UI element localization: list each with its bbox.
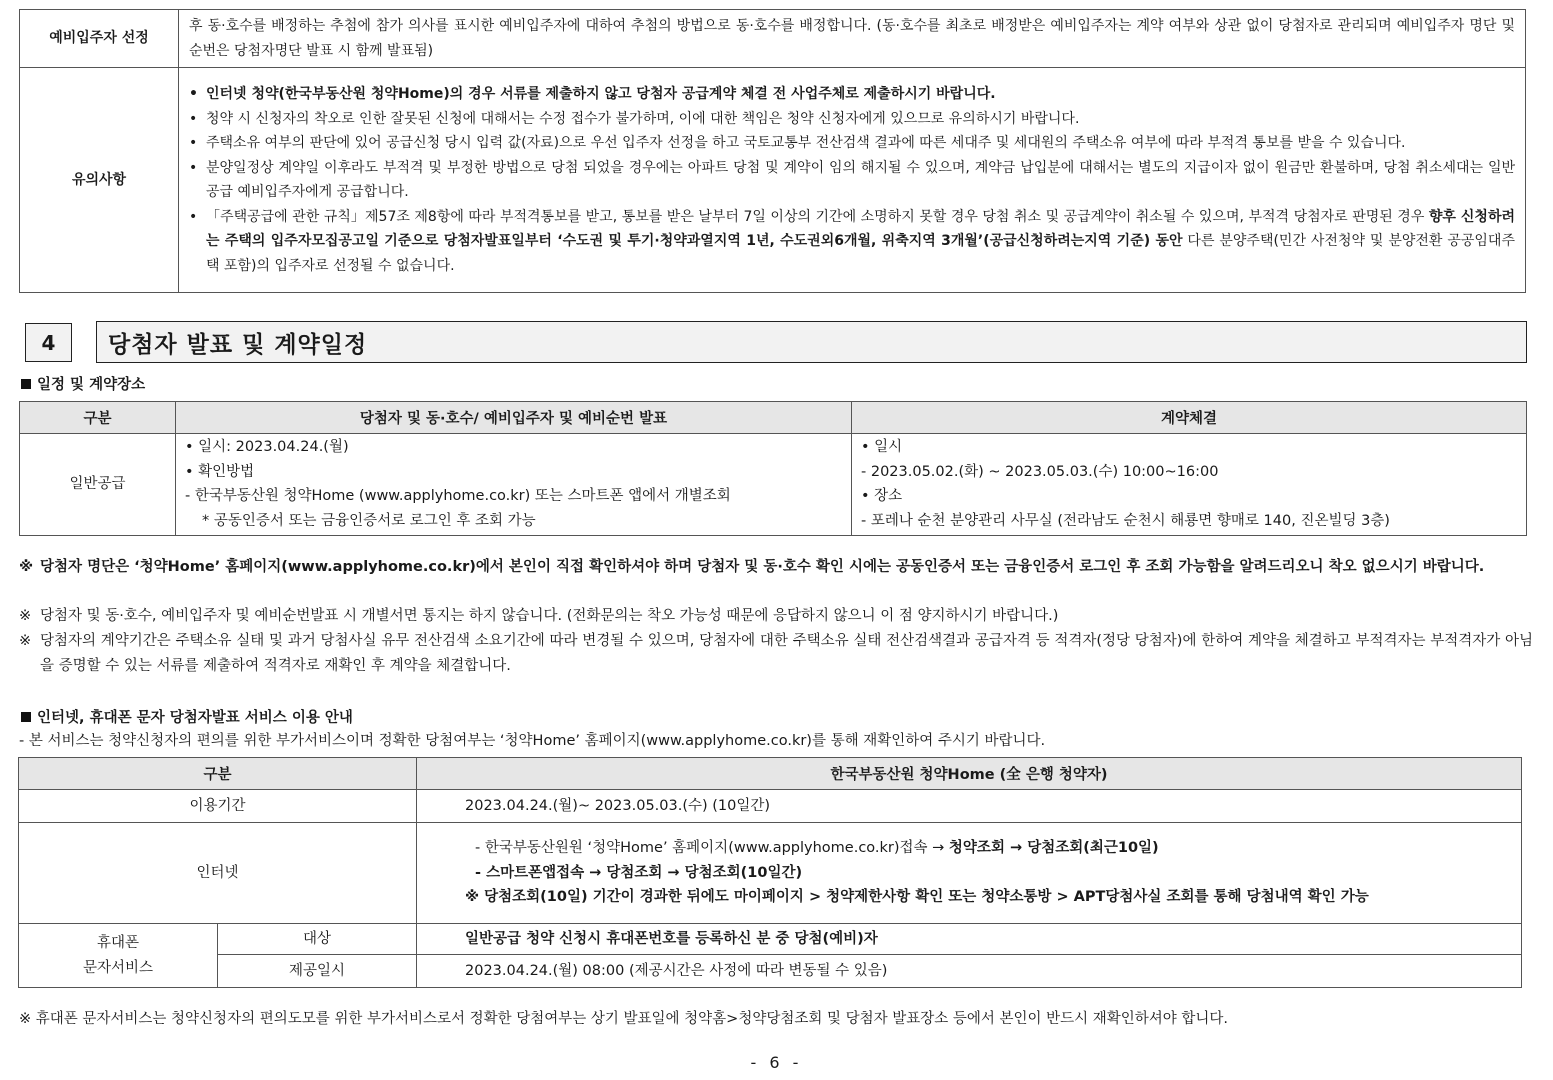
- row-label-caution: 유의사항: [20, 68, 179, 293]
- announce-cell: [176, 434, 852, 536]
- caution-item: • 「주택공급에 관한 규칙」제57조 제8항에 따라 부적격통보를 받고, 통보를 받은 날부터 7일 이상의 기간에 소명하지 못할 경우 당첨 취소 및 공급계약이 취소될 수 있으며, 부적격 당첨자로 판명된 경우 향후 신청하려는 주택의 입주자모집공고일 기준으로 당첨자발표일부터 ‘수도권 및 투기·청약과열지역 1년, 수도권외6개월, 위축지역 3개월’(공급신청하려는지역 기준) 동안 다른 분양주택(민간 사전청약 및 분양전환 공공임대주택 포함)의 입주자로 선정될 수 없습니다.: [189, 208, 1515, 274]
- row-label-reserve: 예비입주자 선정: [20, 10, 179, 68]
- internet-line: - 스마트폰앱접속 → 당첨조회 → 당첨조회(10일간): [475, 864, 803, 881]
- period-value: 2023.04.24.(월)~ 2023.05.03.(수) (10일간): [417, 790, 1522, 823]
- col-header: 구분: [19, 758, 417, 790]
- period-label: 이용기간: [19, 790, 417, 823]
- mobile-label-line: 문자서비스: [82, 959, 154, 976]
- caution-item: • 청약 시 신청자의 착오로 인한 잘못된 신청에 대해서는 수정 접수가 불가하며, 이에 대한 책임은 청약 신청자에게 있으므로 유의하시기 바랍니다.: [189, 110, 1080, 127]
- service-table: [18, 757, 1522, 988]
- caution-item: • 분양일정상 계약일 이후라도 부적격 및 부정한 방법으로 당첨 되었을 경우에는 아파트 당첨 및 계약이 임의 해지될 수 있으며, 계약금 납입분에 대해서는 별도의 지급이자 없이 원금만 환불하며, 당첨 취소세대는 일반공급 예비입주자에게 공급합니다.: [189, 159, 1515, 200]
- service-heading: [21, 706, 353, 727]
- col-header: 당첨자 및 동·호수/ 예비입주자 및 예비순번 발표: [176, 402, 852, 434]
- caution-text: 청약 시 신청자의 착오로 인한 잘못된 신청에 대해서는 수정 접수가 불가하며, 이에 대한 책임은 청약 신청자에게 있으므로 유의하시기 바랍니다.: [206, 110, 1080, 127]
- internet-label: 인터넷: [19, 823, 417, 924]
- caution-text: 다른 분양주택(민간 사전청약 및 분양전환 공공임대주택 포함)의 입주자로 선정될 수 없습니다.: [206, 233, 1515, 274]
- announce-line: - 한국부동산원 청약Home (www.applyhome.co.kr) 또는 스마트폰 앱에서 개별조회: [185, 488, 731, 504]
- announce-line: * 공동인증서 또는 금융인증서로 로그인 후 조회 가능: [202, 512, 536, 529]
- notice-table: [19, 9, 1526, 293]
- contract-cell: [852, 434, 1527, 536]
- footer-note: ※ 휴대폰 문자서비스는 청약신청자의 편의도모를 위한 부가서비스로서 정확한 당첨여부는 상기 발표일에 청약홈>청약당첨조회 및 당첨자 발표장소 등에서 본인이 반드시 재확인하셔야 합니다.: [19, 1011, 1229, 1027]
- caution-text: 「주택공급에 관한 규칙」제57조 제8항에 따라 부적격통보를 받고, 통보를 받은 날부터 7일 이상의 기간에 소명하지 못할 경우 당첨 취소 및 공급계약이 취소될 수 있으며, 부적격 당첨자로 판명된 경우: [206, 208, 1429, 225]
- caution-cell: [179, 68, 1526, 293]
- note-text: 당첨자 및 동·호수, 예비입주자 및 예비순번발표 시 개별서면 통지는 하지 않습니다. (전화문의는 착오 가능성 때문에 응답하지 않으니 이 점 양지하시기 바랍니다.): [40, 608, 1059, 624]
- service-heading-text: 인터넷, 휴대폰 문자 당첨자발표 서비스 이용 안내: [37, 710, 353, 726]
- contract-line: - 포레나 순천 분양관리 사무실 (전라남도 순천시 해룡면 향매로 140, 진온빌딩 3층): [861, 512, 1390, 529]
- caution-text: 인터넷 청약(한국부동산원 청약Home)의 경우 서류를 제출하지 않고 당첨자 공급계약 체결 전 사업주체로 제출하시기 바랍니다.: [206, 86, 996, 102]
- contract-line: • 장소: [861, 488, 903, 504]
- caution-item: • 주택소유 여부의 판단에 있어 공급신청 당시 입력 값(자료)으로 우선 입주자 선정을 하고 국토교통부 전산검색 결과에 따른 세대주 및 세대원의 주택소유 여부에 따라 부적격 통보를 받을 수 있습니다.: [189, 135, 1406, 151]
- date-label: 제공일시: [218, 955, 417, 988]
- internet-cell: [417, 823, 1522, 924]
- mobile-label-line: 휴대폰: [96, 935, 140, 951]
- section-number: 4: [25, 323, 72, 362]
- note-mark: ※: [19, 633, 32, 649]
- announce-line: • 확인방법: [185, 463, 255, 480]
- target-label: 대상: [218, 924, 417, 955]
- col-header: 계약체결: [852, 402, 1527, 434]
- mobile-label: [19, 924, 218, 988]
- note-2: [19, 604, 1533, 629]
- service-intro: - 본 서비스는 청약신청자의 편의를 위한 부가서비스이며 정확한 당첨여부는 ‘청약Home’ 홈페이지(www.applyhome.co.kr)를 통해 재확인하여 주시기 바랍니다.: [19, 733, 1046, 749]
- internet-bold-text: 청약조회 → 당첨조회(최근10일): [948, 840, 1159, 857]
- section-title: 당첨자 발표 및 계약일정: [96, 321, 1527, 363]
- target-value: 일반공급 청약 신청시 휴대폰번호를 등록하신 분 중 당첨(예비)자: [417, 924, 1522, 955]
- schedule-heading: [21, 373, 145, 394]
- row-label: 일반공급: [20, 434, 176, 536]
- internet-line: [465, 836, 1521, 861]
- internet-line: ※ 당첨조회(10일) 기간이 경과한 뒤에도 마이페이지 > 청약제한사항 확인 또는 청약소통방 > APT당첨사실 조회를 통해 당첨내역 확인 가능: [465, 889, 1369, 906]
- internet-text: - 한국부동산원원 ‘청약Home’ 홈페이지(www.applyhome.co.kr)접속 →: [475, 840, 949, 857]
- note-text: 당첨자 명단은 ‘청약Home’ 홈페이지(www.applyhome.co.kr)에서 본인이 직접 확인하셔야 하며 당첨자 및 동·호수 확인 시에는 공동인증서 또는 금융인증서 로그인 후 조회 가능함을 알려드리오니 착오 없으시기 바랍니다.: [40, 559, 1485, 575]
- caution-item: • 인터넷 청약(한국부동산원 청약Home)의 경우 서류를 제출하지 않고 당첨자 공급계약 체결 전 사업주체로 제출하시기 바랍니다.: [189, 86, 996, 102]
- schedule-table: [19, 401, 1527, 536]
- caution-bold-text: 향후 신청하려는 주택의 입주자모집공고일 기준으로 당첨자발표일부터 ‘수도권 및 투기·청약과열지역 1년, 수도권외6개월, 위축지역 3개월’(공급신청하려는지역 기준) 동안: [206, 208, 1515, 249]
- contract-line: - 2023.05.02.(화) ~ 2023.05.03.(수) 10:00~16:00: [861, 463, 1219, 480]
- reserve-text: 후 동·호수를 배정하는 추첨에 참가 의사를 표시한 예비입주자에 대하여 추첨의 방법으로 동·호수를 배정합니다. (동·호수를 최초로 배정받은 예비입주자는 계약 여부와 상관 없이 당첨자로 관리되며 예비입주자 명단 및 순번은 당첨자명단 발표 시 함께 발표됨): [179, 10, 1526, 68]
- note-mark: ※: [19, 608, 32, 624]
- note-mark: ※: [19, 559, 34, 575]
- contract-line: • 일시: [861, 439, 903, 455]
- square-bullet-icon: [21, 712, 31, 722]
- caution-text: 분양일정상 계약일 이후라도 부적격 및 부정한 방법으로 당첨 되었을 경우에는 아파트 당첨 및 계약이 임의 해지될 수 있으며, 계약금 납입분에 대해서는 별도의 지급이자 없이 원금만 환불하며, 당첨 취소세대는 일반공급 예비입주자에게 공급합니다.: [206, 159, 1515, 200]
- page-number: - 6 -: [750, 1053, 803, 1072]
- schedule-heading-text: 일정 및 계약장소: [37, 377, 146, 393]
- announce-line: • 일시: 2023.04.24.(월): [185, 439, 349, 455]
- caution-text: 주택소유 여부의 판단에 있어 공급신청 당시 입력 값(자료)으로 우선 입주자 선정을 하고 국토교통부 전산검색 결과에 따른 세대주 및 세대원의 주택소유 여부에 따라 부적격 통보를 받을 수 있습니다.: [206, 135, 1406, 151]
- col-header: 한국부동산원 청약Home (全 은행 청약자): [417, 758, 1522, 790]
- note-3: [19, 629, 1533, 678]
- date-value: 2023.04.24.(월) 08:00 (제공시간은 사정에 따라 변동될 수 있음): [417, 955, 1522, 988]
- note-text: 당첨자의 계약기간은 주택소유 실태 및 과거 당첨사실 유무 전산검색 소요기간에 따라 변경될 수 있으며, 당첨자에 대한 주택소유 실태 전산검색결과 공급자격 등 적격자(정당 당첨자)에 한하여 계약을 체결하고 부적격자는 부적격자가 아님을 증명할 수 있는 서류를 제출하여 적격자로 재확인 후 계약을 체결합니다.: [40, 633, 1533, 674]
- col-header: 구분: [20, 402, 176, 434]
- square-bullet-icon: [21, 379, 31, 389]
- note-1: [19, 555, 1533, 580]
